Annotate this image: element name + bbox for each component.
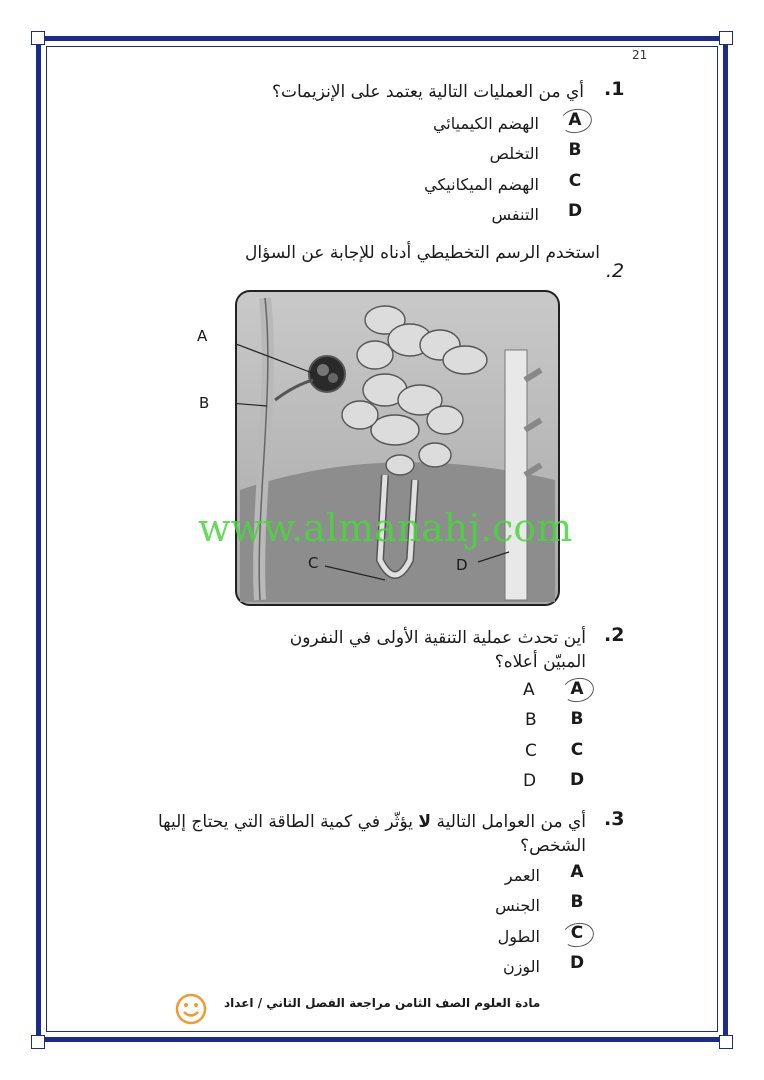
q1-option-text: الهضم الميكانيكي	[424, 175, 539, 194]
q1-number: .1	[604, 78, 625, 100]
q3-text-part: أي من العوامل التالية	[431, 812, 586, 832]
q3-option-letter[interactable]: A	[570, 862, 584, 882]
nephron-diagram	[235, 290, 560, 606]
frame-corner	[31, 1035, 45, 1049]
q1-option-letter[interactable]: C	[568, 171, 582, 191]
q1-option-letter[interactable]: B	[568, 140, 582, 160]
q3-option-text: الطول	[497, 927, 540, 946]
q3-number: .3	[604, 808, 625, 830]
q1-option-letter[interactable]: A	[568, 110, 582, 130]
q1-option-text: التخلص	[489, 144, 539, 163]
diagram-label-c: C	[308, 554, 319, 572]
q3-option-text: الجنس	[495, 896, 540, 915]
watermark: www.almanahj.com	[198, 506, 573, 550]
q3-text-part: يؤثّر في كمية الطاقة التي يحتاج إليها الشخص؟	[157, 812, 586, 856]
q1-option-text: الهضم الكيميائي	[432, 114, 539, 133]
q2-option-letter[interactable]: A	[570, 679, 584, 699]
diagram-label-d: D	[456, 556, 468, 574]
q2-text: أين تحدث عملية التنقية الأولى في النفرون المبيّن أعلاه؟	[289, 628, 586, 672]
q3-option-letter[interactable]: C	[570, 923, 584, 943]
q2-option-letter[interactable]: B	[570, 709, 584, 729]
q1-option-letter[interactable]: D	[567, 201, 583, 221]
q3-text-emphasis: لا	[418, 812, 432, 832]
q2-option-value: C	[525, 741, 537, 761]
q3-text	[136, 810, 586, 858]
q3-option-letter[interactable]: D	[569, 953, 585, 973]
q2-option-value: A	[523, 680, 535, 700]
q2-option-value: D	[523, 771, 537, 791]
frame-corner	[719, 1035, 733, 1049]
frame-corner	[719, 31, 733, 45]
q2-option-letter[interactable]: D	[569, 770, 585, 790]
q2-number: .2	[604, 624, 625, 646]
diagram-label-b: B	[199, 394, 210, 412]
q1-text: أي من العمليات التالية يعتمد على الإنزيمات؟	[271, 82, 584, 102]
footer-text: مادة العلوم الصف الثامن مراجعة الفصل الثاني / اعداد	[224, 996, 541, 1010]
q1-option-text: التنفس	[491, 205, 539, 224]
frame-corner	[31, 31, 45, 45]
instruction-number: .2	[606, 260, 625, 282]
q2-option-letter[interactable]: C	[570, 740, 584, 760]
q3-option-text: العمر	[504, 866, 540, 885]
page-number: 21	[632, 48, 648, 62]
q2-option-value: B	[525, 710, 537, 730]
q3-option-text: الوزن	[502, 957, 540, 976]
diagram-label-a: A	[197, 327, 208, 345]
q3-option-letter[interactable]: B	[570, 892, 584, 912]
smiley-icon	[175, 993, 207, 1025]
diagram-instruction: استخدم الرسم التخطيطي أدناه للإجابة عن السؤال	[245, 243, 600, 263]
